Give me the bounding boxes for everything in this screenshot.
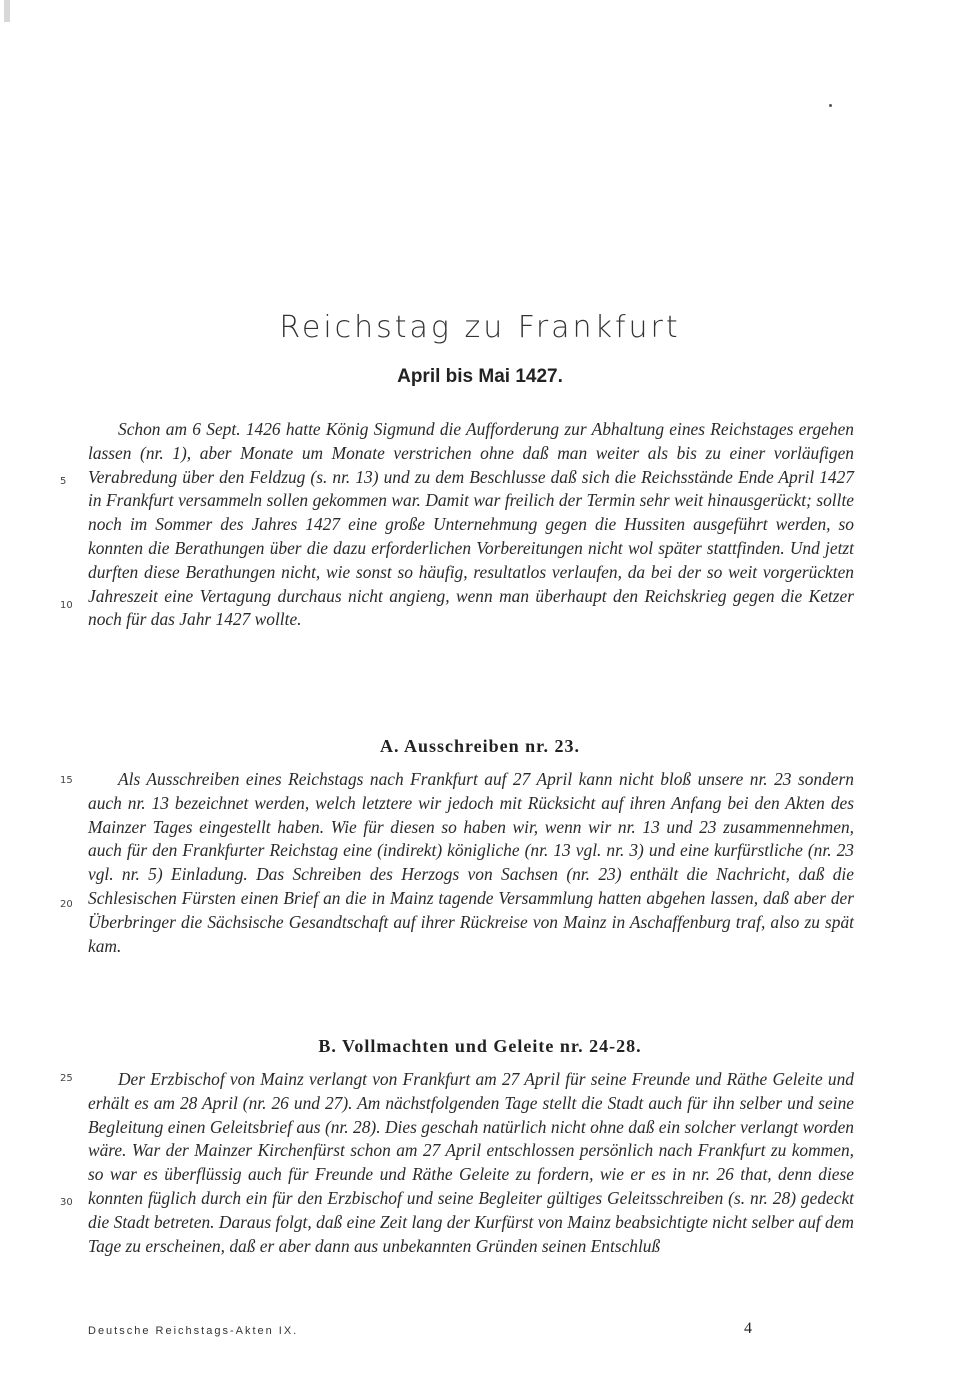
- scan-artifact: [4, 0, 10, 22]
- line-number: 15: [60, 775, 73, 786]
- line-number: 10: [60, 600, 73, 611]
- line-number: 30: [60, 1197, 73, 1208]
- footer-series-title: Deutsche Reichstags-Akten IX.: [88, 1325, 299, 1337]
- line-number: 5: [60, 476, 67, 487]
- section-b-heading: B. Vollmachten und Geleite nr. 24-28.: [318, 1036, 642, 1056]
- intro-paragraph: Schon am 6 Sept. 1426 hatte König Sigmund die Aufforderung zur Abhaltung eines Reichstages ergehen lassen (nr. 1), aber Monate um Monate verstrichen ohne daß man weiter als bis zu einer vorläufigen Verabredung über den Feldzug (s. nr. 13) und zu dem Beschlusse daß sich die Reichsstände Ende April 1427 in Frankfurt versammeln sollen gekommen war. Damit war freilich der Termin sehr weit hinausgerückt; sollte noch im Sommer des Jahres 1427 eine große Unternehmung gegen die Hussiten ausgeführt werden, so konnten die Berathungen über die dazu erforderlichen Vorbereitungen nicht wol später stattfinden. Und jetzt durften diese Berathungen nicht, wie sonst so häufig, resultatlos verlaufen, da bei der so weit vorgerückten Jahreszeit eine Vertagung durchaus nicht angieng, wenn man überhaupt den Reichskrieg gegen die Ketzer noch für das Jahr 1427 wollte.: [88, 419, 854, 630]
- document-title: Reichstag zu Frankfurt: [279, 310, 681, 345]
- ink-dot: [829, 104, 832, 107]
- page-number: 4: [744, 1320, 752, 1337]
- document-subtitle: April bis Mai 1427.: [397, 366, 563, 387]
- section-a-paragraph: Als Ausschreiben eines Reichstags nach Frankfurt auf 27 April kann nicht bloß unsere nr. 23 sondern auch nr. 13 bezeichnet werden, welch letztere wir jedoch mit Rücksicht auf ihren Anfang bei den Akten des Mainzer Tages eingestellt haben. Wie für diesen so haben wir, wenn wir nr. 13 und 23 zusammennehmen, auch für den Frankfurter Reichstag eine (indirekt) königliche (nr. 13 vgl. nr. 3) und eine kurfürstliche (nr. 23 vgl. nr. 5) Einladung. Das Schreiben des Herzogs von Sachsen (nr. 23) enthält die Nachricht, daß die Schlesischen Fürsten einen Brief an die in Mainz tagende Versammlung hatten abgehen lassen, daß aber der Überbringer die Sächsische Gesandtschaft auf ihrer Rückreise von Mainz in Aschaffenburg traf, also zu spät kam.: [88, 769, 854, 956]
- line-number: 25: [60, 1073, 73, 1084]
- section-b-paragraph: Der Erzbischof von Mainz verlangt von Frankfurt am 27 April für seine Freunde und Räthe Geleite und erhält es am 28 April (nr. 26 und 27). Am nächstfolgenden Tage stellt die Stadt auch für ihn selber und seine Begleitung einen Geleitsbrief aus (nr. 28). Dies geschah natürlich nicht ohne daß ein solcher verlangt worden wäre. War der Mainzer Kirchenfürst schon am 27 April entschlossen persönlich nach Frankfurt zu kommen, so war es überflüssig auch für Freunde und Räthe Geleite zu fordern, wie er es in nr. 26 that, denn diese konnten füglich durch ein für den Erzbischof und seine Begleiter gültiges Geleitsschreiben (s. nr. 28) gedeckt die Stadt betreten. Daraus folgt, daß eine Zeit lang der Kurfürst von Mainz beabsichtigte nicht selber auf dem Tage zu erscheinen, daß er aber dann aus unbekannten Gründen seinen Entschluß: [88, 1069, 854, 1256]
- line-number: 20: [60, 899, 73, 910]
- section-a-heading: A. Ausschreiben nr. 23.: [379, 736, 581, 756]
